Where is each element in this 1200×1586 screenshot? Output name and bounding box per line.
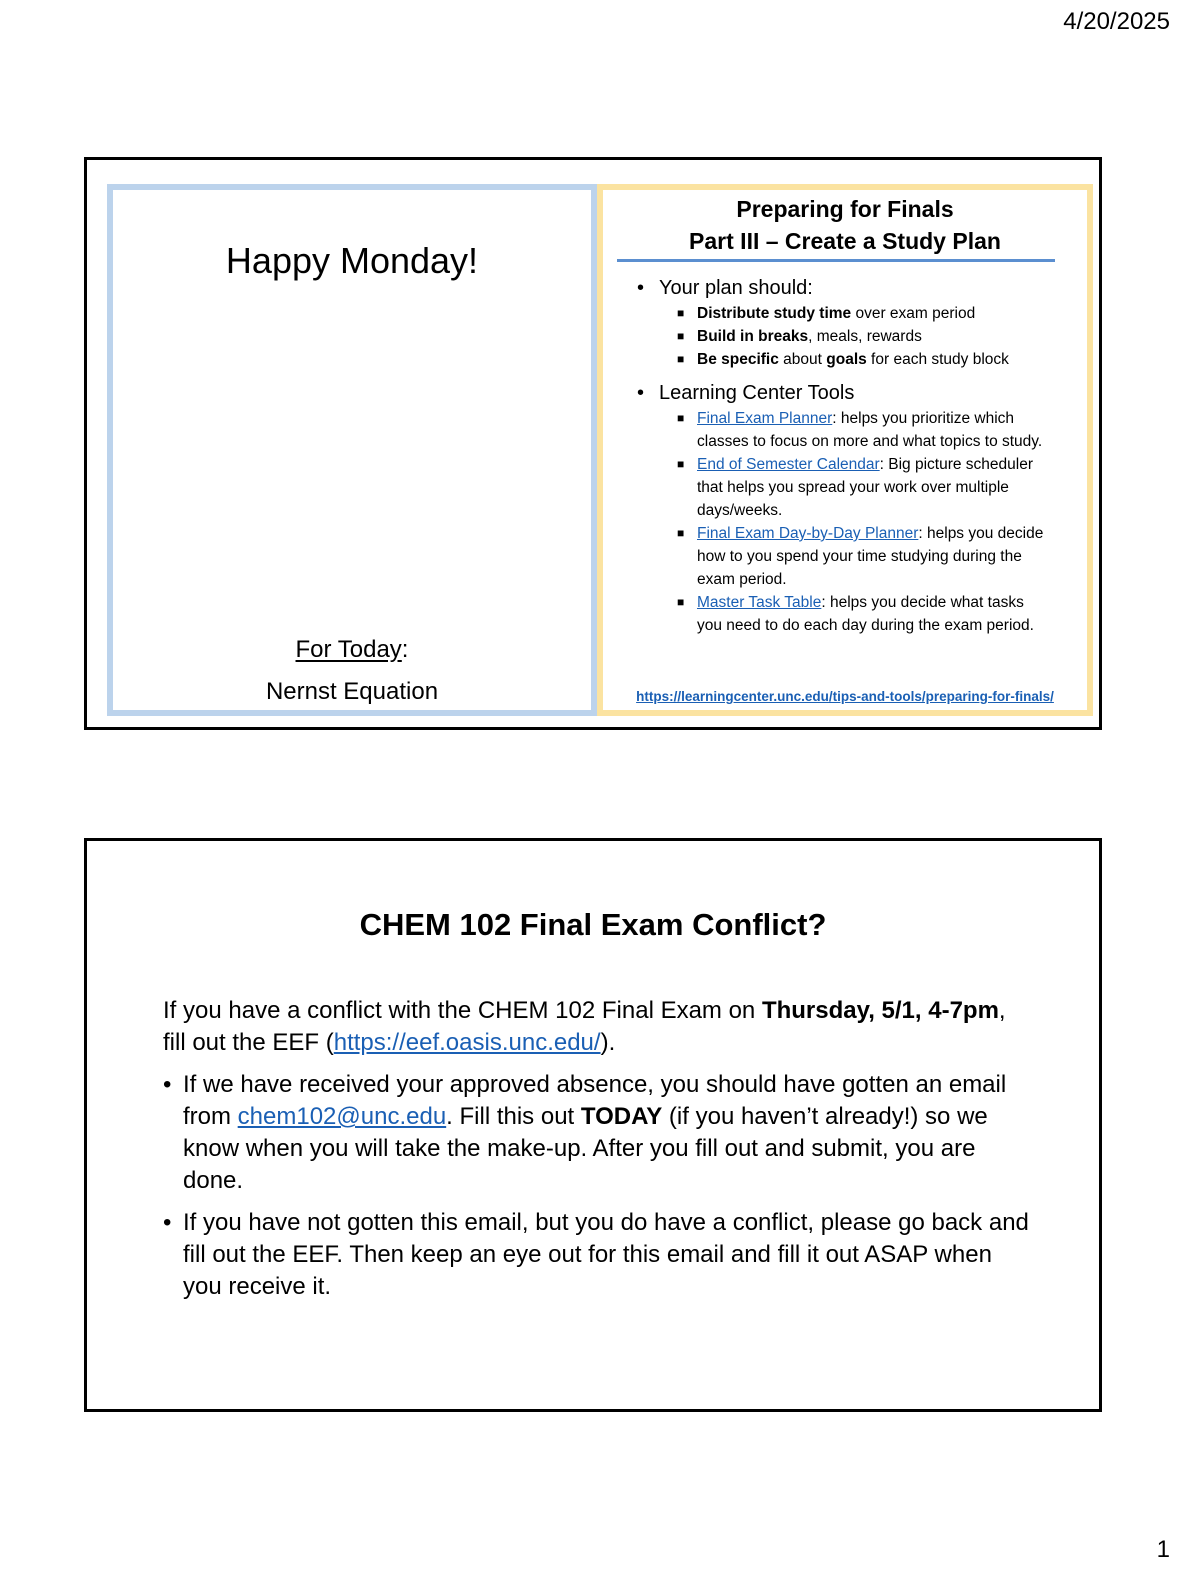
plan-item xyxy=(603,348,1087,371)
resource-url xyxy=(603,689,1087,704)
bullet-text: . Fill this out xyxy=(446,1103,581,1130)
bullet-icon: • xyxy=(163,1071,172,1098)
eef-link[interactable]: https://eef.oasis.unc.edu/ xyxy=(333,1029,601,1056)
bullet-icon: ■ xyxy=(677,595,685,609)
learning-center-link[interactable]: https://learningcenter.unc.edu/tips-and-tools/preparing-for-finals/ xyxy=(636,689,1054,704)
tool-description: : helps you prioritize which classes to focus on more and what topics to study. xyxy=(697,410,1043,450)
intro-text: , fill out the EEF ( xyxy=(163,997,1006,1056)
slide-2 xyxy=(84,838,1102,1412)
exam-date: Thursday, 5/1, 4-7pm xyxy=(761,997,999,1024)
plan-item xyxy=(603,302,1087,325)
for-today-label xyxy=(113,636,591,664)
greeting-heading: Happy Monday! xyxy=(225,240,479,281)
greeting-panel xyxy=(107,184,597,716)
tool-item xyxy=(603,591,1087,637)
plan-heading xyxy=(603,274,1087,302)
tool-description: : Big picture scheduler that helps you spread your work over multiple days/weeks. xyxy=(697,456,1034,519)
tool-item xyxy=(603,522,1087,591)
plan-item-text: , meals, rewards xyxy=(808,328,922,345)
day-by-day-planner-link[interactable]: Final Exam Day-by-Day Planner xyxy=(697,525,919,542)
title-underline xyxy=(617,259,1055,262)
bullet-icon: ■ xyxy=(677,411,685,425)
chem102-email-link[interactable]: chem102@unc.edu xyxy=(237,1103,447,1130)
bullet-icon: ■ xyxy=(677,306,685,320)
panel-title-line1: Preparing for Finals xyxy=(736,196,954,222)
panel-title-line2: Part III – Create a Study Plan xyxy=(689,228,1001,254)
bullet-icon: • xyxy=(637,277,645,299)
today-emphasis: TODAY xyxy=(580,1103,663,1130)
slide-1 xyxy=(84,157,1102,730)
tools-heading xyxy=(603,379,1087,407)
plan-item-text: over exam period xyxy=(851,305,976,322)
slide-title: CHEM 102 Final Exam Conflict? xyxy=(359,907,827,942)
bullet-text: (if you haven’t already!) so we know when you will take the make-up. After you fill out and submit, you are done. xyxy=(183,1103,988,1194)
plan-item xyxy=(603,325,1087,348)
plan-heading-text: Your plan should: xyxy=(659,277,813,299)
list-item xyxy=(163,1207,1029,1303)
bullet-icon: ■ xyxy=(677,457,685,471)
slide-body xyxy=(163,995,1029,1313)
final-exam-planner-link[interactable]: Final Exam Planner xyxy=(697,410,833,427)
intro-text: If you have a conflict with the CHEM 102 Final Exam on xyxy=(163,997,762,1024)
intro-text: ). xyxy=(600,1029,616,1056)
bullet-text: If you have not gotten this email, but you do have a conflict, please go back and fill out the EEF. Then keep an eye out for this email and fill it out ASAP when you receive it. xyxy=(183,1209,1029,1300)
bullet-text: If we have received your approved absence, you should have gotten an email from xyxy=(183,1071,1007,1130)
page-number: 1 xyxy=(1156,1536,1170,1563)
plan-item-bold: Build in breaks xyxy=(697,328,809,345)
tool-item xyxy=(603,407,1087,453)
master-task-table-link[interactable]: Master Task Table xyxy=(697,594,822,611)
for-today-colon: : xyxy=(401,636,409,663)
plan-item-bold: Be specific xyxy=(697,351,779,368)
today-topic: Nernst Equation xyxy=(265,678,439,705)
tool-description: : helps you decide what tasks you need to do each day during the exam period. xyxy=(697,594,1034,634)
bullet-icon: ■ xyxy=(677,352,685,366)
page-date: 4/20/2025 xyxy=(1063,8,1170,35)
bullet-icon: • xyxy=(637,382,645,404)
list-item xyxy=(163,1069,1029,1197)
plan-item-bold: goals xyxy=(826,351,867,368)
semester-calendar-link[interactable]: End of Semester Calendar xyxy=(697,456,880,473)
intro-paragraph xyxy=(163,995,1029,1059)
study-plan-panel xyxy=(597,184,1093,716)
panel-title xyxy=(603,193,1087,257)
bullet-icon: ■ xyxy=(677,329,685,343)
bullet-icon: • xyxy=(163,1209,172,1236)
plan-item-text: for each study block xyxy=(866,351,1009,368)
for-today-text: For Today xyxy=(295,636,402,663)
bullet-icon: ■ xyxy=(677,526,685,540)
plan-item-text: about xyxy=(778,351,827,368)
plan-item-bold: Distribute study time xyxy=(697,305,852,322)
tool-description: : helps you decide how to you spend your time studying during the exam period. xyxy=(697,525,1044,588)
tools-heading-text: Learning Center Tools xyxy=(659,382,855,404)
tool-item xyxy=(603,453,1087,522)
